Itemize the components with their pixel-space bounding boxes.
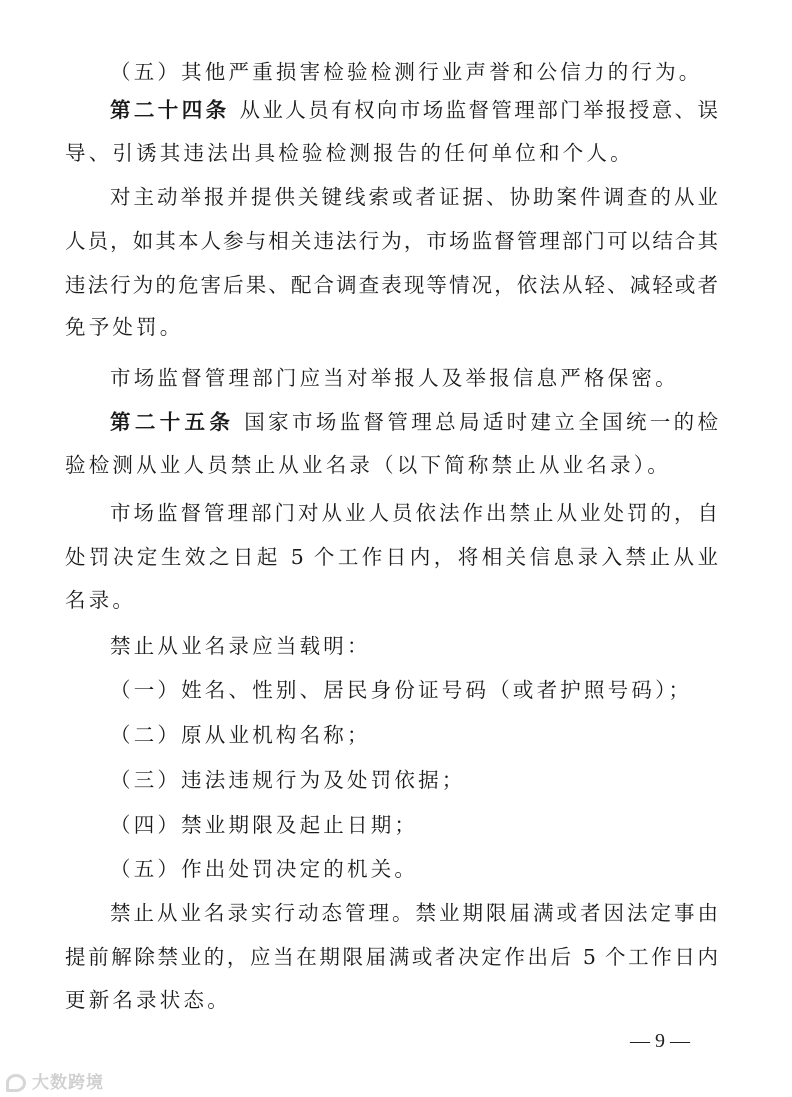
line-text: 提前解除禁业的，应当在期限届满或者决定作出后 5 个工作日内 (65, 945, 718, 969)
watermark-text: 大数跨境 (32, 1073, 104, 1093)
text-line (110, 498, 718, 528)
line-text: （一）姓名、性别、居民身份证号码（或者护照号码）； (110, 678, 693, 702)
line-text: （五）作出处罚决定的机关。 (110, 857, 419, 881)
text-line (110, 675, 692, 705)
line-text: 免予处罚。 (65, 315, 184, 339)
text-line (110, 765, 466, 795)
text-line (65, 585, 136, 615)
text-line (110, 720, 371, 750)
text-line (65, 138, 634, 168)
text-line (65, 942, 718, 972)
line-text: 国家市场监督管理总局适时建立全国统一的检 (244, 410, 719, 434)
watermark-logo (6, 1068, 104, 1093)
line-text: 从业人员有权向市场监督管理部门举报授意、误 (239, 98, 718, 122)
text-line (110, 898, 718, 928)
line-text: 导、引诱其违法出具检验检测报告的任何单位和个人。 (65, 141, 634, 165)
line-text: 人员，如其本人参与相关违法行为，市场监督管理部门可以结合其 (65, 229, 718, 253)
line-text: 对主动举报并提供关键线索或者证据、协助案件调查的从业 (110, 185, 718, 209)
line-text: （四）禁业期限及起止日期； (110, 813, 419, 837)
text-line (65, 542, 718, 572)
article-line (110, 95, 718, 125)
text-line (110, 854, 418, 884)
line-text: 禁止从业名录实行动态管理。禁业期限届满或者因法定事由 (110, 901, 718, 925)
line-text: 禁止从业名录应当载明： (110, 634, 371, 658)
line-text: （三）违法违规行为及处罚依据； (110, 768, 466, 792)
text-line (110, 182, 718, 212)
text-line (110, 631, 371, 661)
page-number: — 9 — (630, 1030, 690, 1052)
text-line (110, 363, 679, 393)
text-line (65, 270, 718, 300)
line-text: （五）其他严重损害检验检测行业声誉和公信力的行为。 (110, 60, 703, 84)
watermark-icon (6, 1074, 26, 1092)
article-line (110, 407, 718, 437)
article-number: 第二十四条 (110, 98, 230, 122)
text-line (65, 226, 718, 256)
line-text: 名录。 (65, 588, 137, 612)
text-line (65, 450, 671, 480)
article-number: 第二十五条 (110, 410, 235, 434)
text-line (65, 312, 184, 342)
line-text: 市场监督管理部门对从业人员依法作出禁止从业处罚的，自 (110, 501, 718, 525)
line-text: 处罚决定生效之日起 5 个工作日内，将相关信息录入禁止从业 (65, 545, 718, 569)
line-text: 违法行为的危害后果、配合调查表现等情况，依法从轻、减轻或者 (65, 273, 718, 297)
text-line (110, 810, 418, 840)
line-text: 更新名录状态。 (65, 988, 231, 1012)
text-line (65, 985, 231, 1015)
line-text: 验检测从业人员禁止从业名录（以下简称禁止从业名录）。 (65, 453, 671, 477)
line-text: 市场监督管理部门应当对举报人及举报信息严格保密。 (110, 366, 679, 390)
text-line (110, 57, 703, 87)
line-text: （二）原从业机构名称； (110, 723, 371, 747)
